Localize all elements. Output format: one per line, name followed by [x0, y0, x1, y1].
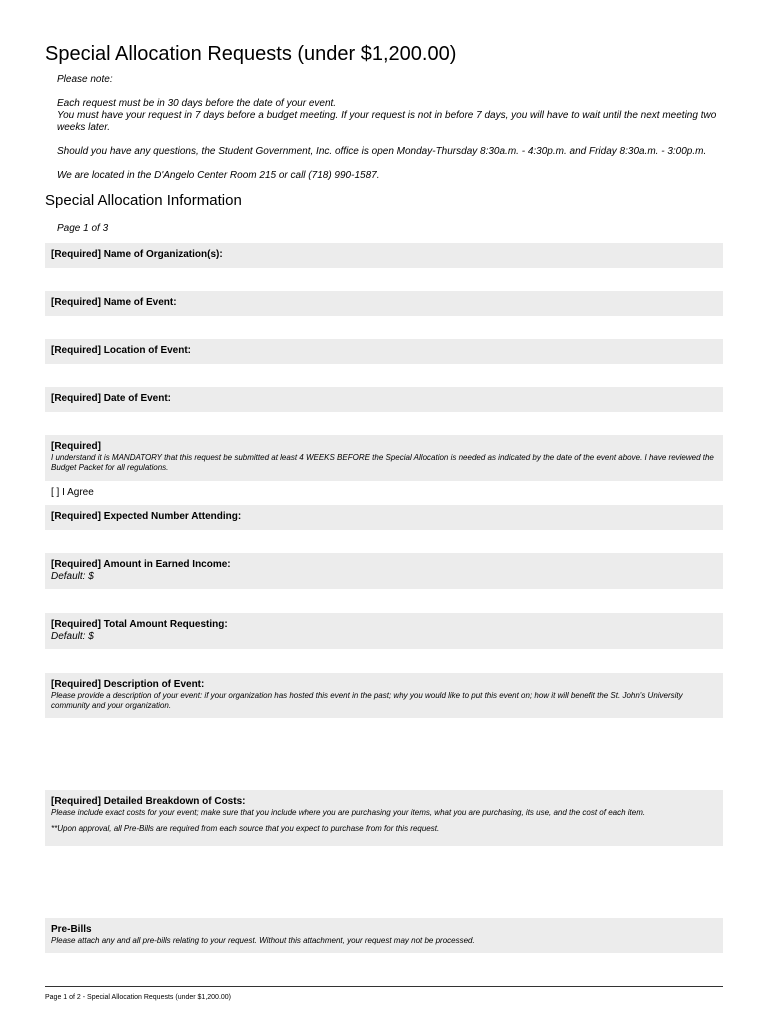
footer-divider [45, 986, 723, 987]
organization-label: [Required] Name of Organization(s): [51, 249, 223, 260]
event-location-field[interactable] [45, 339, 723, 364]
total-requesting-field[interactable] [45, 613, 723, 649]
note-deadline: Each request must be in 30 days before the date of your event. [57, 98, 337, 109]
cost-breakdown-field[interactable] [45, 790, 723, 846]
earned-income-field[interactable] [45, 553, 723, 589]
note-office-hours: Should you have any questions, the Student Government, Inc. office is open Monday-Thursday 8:30a.m. - 4:30p.m. and Friday 8:30a.m. - 3:00p.m. [57, 146, 707, 157]
event-date-label: [Required] Date of Event: [51, 393, 172, 404]
mandatory-label: [Required] [51, 441, 101, 452]
event-date-field[interactable] [45, 387, 723, 412]
mandatory-help-text: I understand it is MANDATORY that this request be submitted at least 4 WEEKS BEFORE the Special Allocation is needed as indicated by the date of the event above. I have reviewed the Budget Packet for all regulations. [51, 453, 714, 472]
agree-checkbox[interactable]: [ ] I Agree [51, 487, 94, 498]
note-location: We are located in the D'Angelo Center Room 215 or call (718) 990-1587. [57, 170, 380, 181]
description-field[interactable] [45, 673, 723, 718]
page-indicator: Page 1 of 3 [57, 223, 109, 234]
prebills-label: Pre-Bills [51, 924, 92, 935]
note-budget-meeting: You must have your request in 7 days before a budget meeting. If your request is not in before 7 days, you will have to wait until the next meeting two weeks later. [57, 110, 717, 133]
mandatory-acknowledgement-field [45, 435, 723, 481]
note-heading: Please note: [57, 74, 113, 85]
cost-breakdown-label: [Required] Detailed Breakdown of Costs: [51, 796, 246, 807]
page-title: Special Allocation Requests (under $1,200.00) [45, 43, 457, 65]
description-help-text: Please provide a description of your event: if your organization has hosted this event in the past; why you would like to put this event on; how it will benefit the St. John's University community and your organization. [51, 691, 683, 710]
attendance-field[interactable] [45, 505, 723, 530]
prebills-approval-note: **Upon approval, all Pre-Bills are required from each source that you expect to purchase from for this request. [51, 824, 440, 833]
cost-breakdown-help-text: Please include exact costs for your event; make sure that you include where you are purchasing your items, what you are purchasing, its use, and the cost of each item. [51, 808, 646, 817]
event-name-field[interactable] [45, 291, 723, 316]
organization-field[interactable] [45, 243, 723, 268]
page-footer: Page 1 of 2 - Special Allocation Requests (under $1,200.00) [45, 994, 232, 1001]
description-label: [Required] Description of Event: [51, 679, 205, 690]
prebills-help-text: Please attach any and all pre-bills relating to your request. Without this attachment, your request may not be processed. [51, 936, 475, 945]
total-requesting-default: Default: $ [51, 631, 94, 642]
prebills-field[interactable] [45, 918, 723, 953]
event-name-label: [Required] Name of Event: [51, 297, 177, 308]
attendance-label: [Required] Expected Number Attending: [51, 511, 242, 522]
earned-income-label: [Required] Amount in Earned Income: [51, 559, 231, 570]
total-requesting-label: [Required] Total Amount Requesting: [51, 619, 228, 630]
earned-income-default: Default: $ [51, 571, 94, 582]
event-location-label: [Required] Location of Event: [51, 345, 191, 356]
section-title: Special Allocation Information [45, 192, 242, 209]
